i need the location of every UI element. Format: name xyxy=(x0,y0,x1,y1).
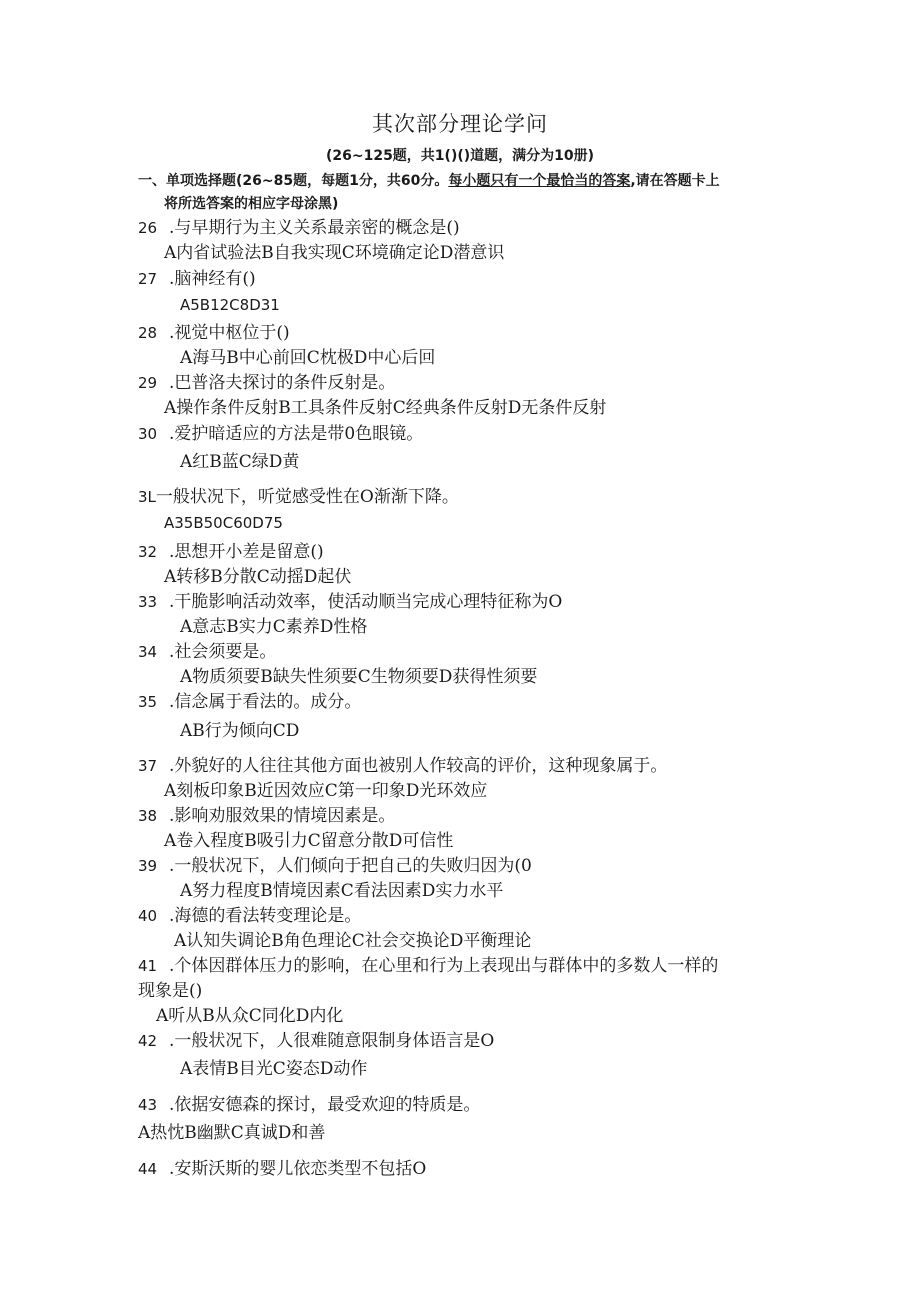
question-text: .与早期行为主义关系最亲密的概念是() xyxy=(169,218,460,238)
question-38-options: A卷入程度B吸引力C留意分散D可信性 xyxy=(164,831,454,851)
question-text: .干脆影响活动效率，使活动顺当完成心理特征称为O xyxy=(169,592,563,612)
question-text: .个体因群体压力的影响，在心里和行为上表现出与群体中的多数人一样的 xyxy=(169,956,719,976)
question-35-options: AB行为倾向CD xyxy=(180,721,300,741)
question-43 xyxy=(138,1094,480,1116)
question-text: .视觉中枢位于() xyxy=(169,323,290,343)
question-text: .一般状况下，人们倾向于把自己的失败归因为(0 xyxy=(169,856,532,876)
question-text: .巴普洛夫探讨的条件反射是。 xyxy=(169,373,396,393)
question-42 xyxy=(138,1030,494,1052)
section-rest: ,请在答题卡上 xyxy=(630,173,720,189)
question-38 xyxy=(138,805,395,827)
question-number: 26 xyxy=(138,219,158,237)
question-34 xyxy=(138,641,276,663)
question-28-options: A海马B中心前回C枕极D中心后回 xyxy=(180,348,436,368)
question-number: 28 xyxy=(138,324,158,342)
question-text: .信念属于看法的。成分。 xyxy=(169,692,362,712)
question-37-options: A刻板印象B近因效应C第一印象D光环效应 xyxy=(164,781,488,801)
question-26 xyxy=(138,217,460,239)
question-41-continuation: 现象是() xyxy=(138,981,203,1001)
question-34-options: A物质须要B缺失性须要C生物须要D获得性须要 xyxy=(180,667,538,687)
question-39-options: A努力程度B情境因素C看法因素D实力水平 xyxy=(180,881,504,901)
question-text: .海德的看法转变理论是。 xyxy=(169,906,362,926)
question-43-options: A热忱B幽默C真诚D和善 xyxy=(138,1123,326,1143)
question-29-options: A操作条件反射B工具条件反射C经典条件反射D无条件反射 xyxy=(164,398,607,418)
question-number: 42 xyxy=(138,1032,158,1050)
question-27-options: A5B12C8D31 xyxy=(180,296,280,314)
question-33 xyxy=(138,591,562,613)
question-41 xyxy=(138,955,718,977)
section-heading-line2: 将所选答案的相应字母涂黑) xyxy=(164,196,339,212)
question-number: 44 xyxy=(138,1160,158,1178)
question-31-options: A35B50C60D75 xyxy=(164,514,283,532)
page-subtitle: (26~125题，共1()()道题，满分为10册) xyxy=(325,148,595,164)
question-number: 40 xyxy=(138,907,158,925)
question-40-options: A认知失调论B角色理论C社会交换论D平衡理论 xyxy=(174,931,532,951)
question-31 xyxy=(138,486,459,508)
question-30-options: A红B蓝C绿D黄 xyxy=(180,452,300,472)
question-number: 37 xyxy=(138,757,158,775)
question-text: .安斯沃斯的婴儿依恋类型不包括O xyxy=(169,1159,427,1179)
question-text: .脑神经有() xyxy=(169,269,256,289)
section-heading xyxy=(138,170,798,193)
question-text: .影响劝服效果的情境因素是。 xyxy=(169,806,396,826)
question-text: .外貌好的人往往其他方面也被别人作较高的评价，这种现象属于。 xyxy=(169,756,668,776)
question-28 xyxy=(138,322,290,344)
question-26-options: A内省试验法B自我实现C环境确定论D潜意识 xyxy=(164,243,505,263)
question-number: 29 xyxy=(138,374,158,392)
question-number: 43 xyxy=(138,1096,158,1114)
section-intro: 一、单项选择题(26~85题，每题1分，共60分。 xyxy=(138,173,449,189)
question-text: .思想开小差是留意() xyxy=(169,542,324,562)
question-text: .依据安德森的探讨，最受欢迎的特质是。 xyxy=(169,1095,481,1115)
question-32-options: A转移B分散C动摇D起伏 xyxy=(164,567,352,587)
question-41-options: A听从B从众C同化D内化 xyxy=(156,1006,344,1026)
question-text: .爱护暗适应的方法是带0色眼镜。 xyxy=(169,424,424,444)
question-40 xyxy=(138,905,361,927)
question-32 xyxy=(138,541,324,563)
question-number: 33 xyxy=(138,593,158,611)
question-35 xyxy=(138,691,361,713)
question-29 xyxy=(138,372,395,394)
page-title: 其次部分理论学问 xyxy=(372,112,548,136)
question-33-options: A意志B实力C素养D性格 xyxy=(180,617,368,637)
question-number: 30 xyxy=(138,425,158,443)
question-number: 35 xyxy=(138,693,158,711)
question-37 xyxy=(138,755,667,777)
question-text: .社会须要是。 xyxy=(169,642,277,662)
question-39 xyxy=(138,855,532,877)
question-44 xyxy=(138,1158,426,1180)
question-30 xyxy=(138,423,423,445)
question-number: 3L xyxy=(138,488,156,506)
question-number: 38 xyxy=(138,807,158,825)
question-number: 27 xyxy=(138,270,158,288)
question-27 xyxy=(138,268,256,290)
question-text: 一般状况下，听觉感受性在O渐渐下降。 xyxy=(155,487,459,507)
question-number: 32 xyxy=(138,543,158,561)
question-number: 41 xyxy=(138,957,158,975)
question-number: 34 xyxy=(138,643,158,661)
section-underlined: 每小题只有一个最恰当的答案 xyxy=(448,173,631,189)
question-text: .一般状况下，人很难随意限制身体语言是O xyxy=(169,1031,495,1051)
question-number: 39 xyxy=(138,857,158,875)
question-42-options: A表情B目光C姿态D动作 xyxy=(180,1059,368,1079)
